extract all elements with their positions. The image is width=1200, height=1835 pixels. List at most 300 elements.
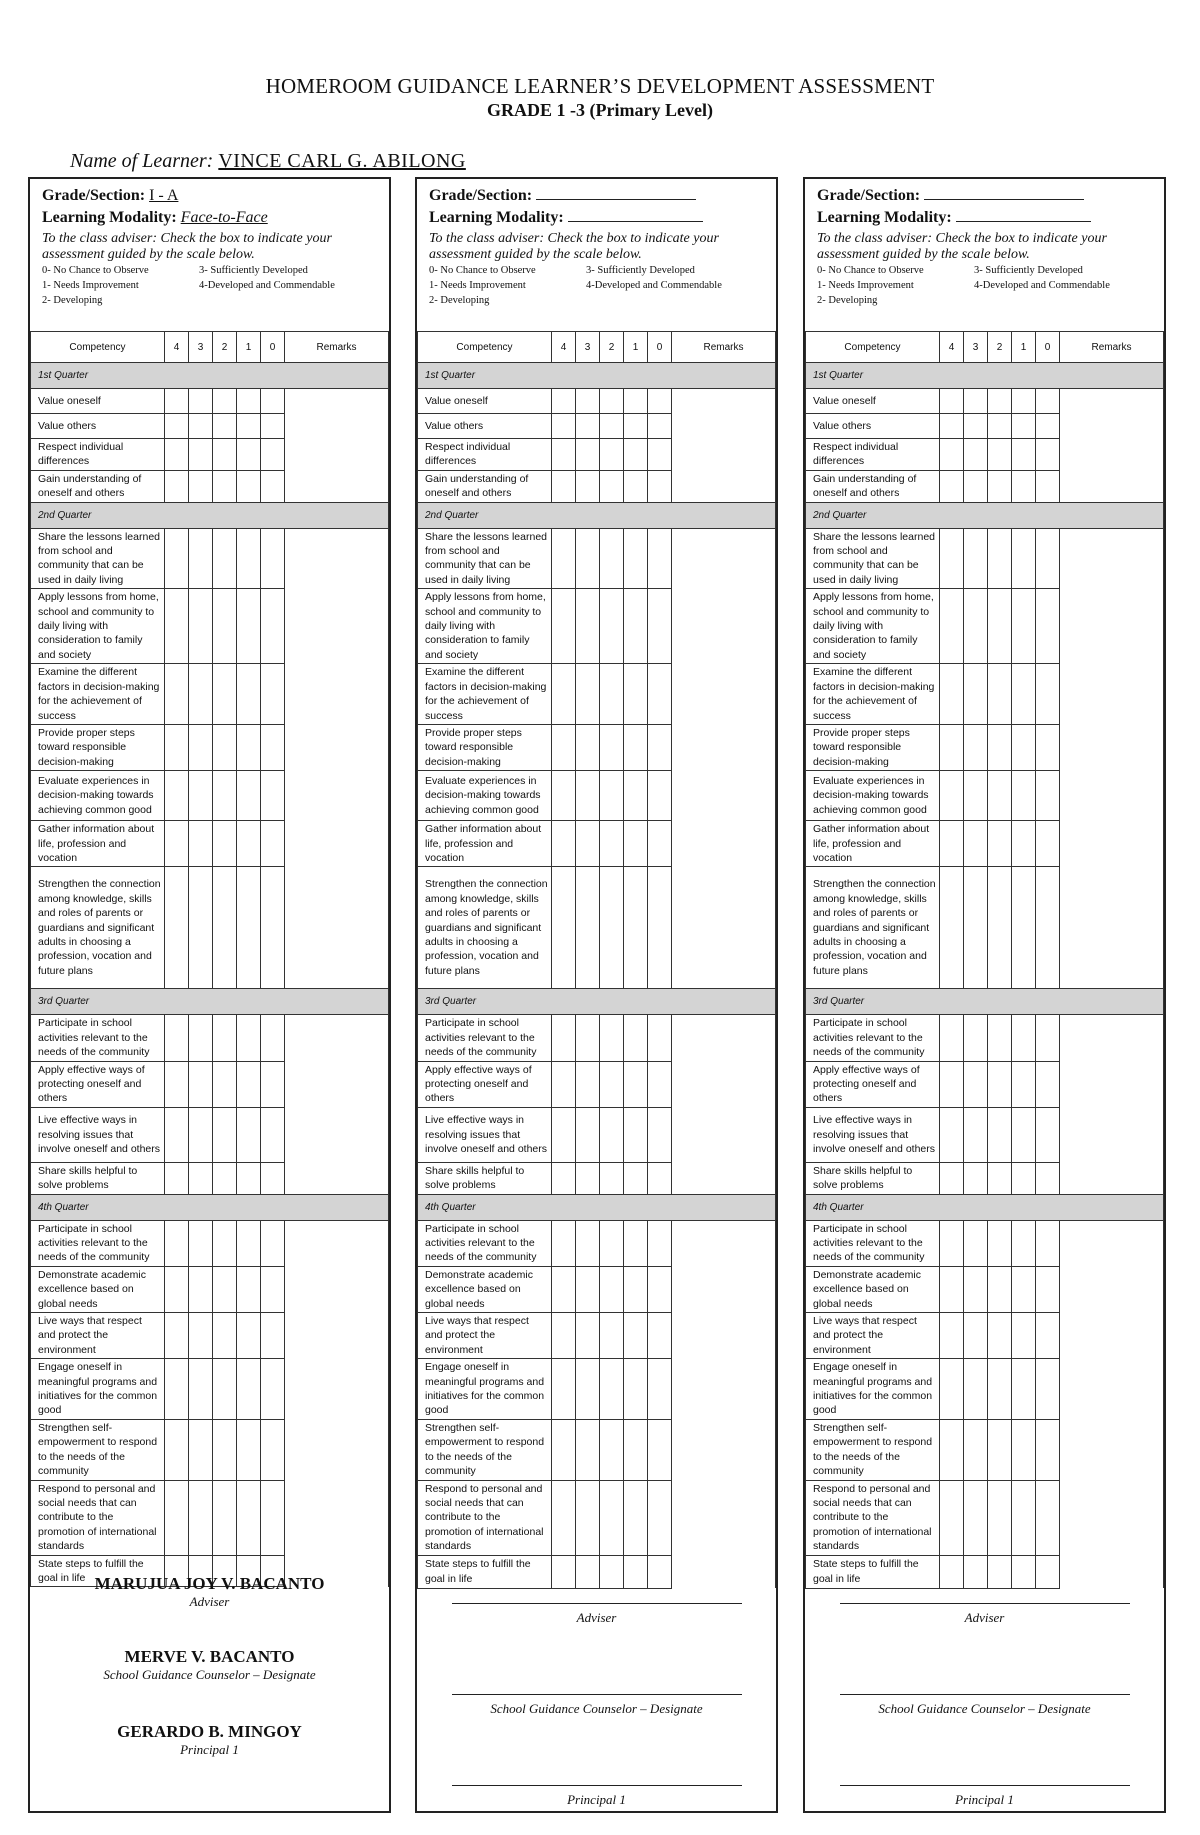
- rating-checkbox[interactable]: [189, 664, 213, 725]
- rating-checkbox[interactable]: [576, 821, 600, 867]
- rating-checkbox[interactable]: [189, 1220, 213, 1266]
- rating-checkbox[interactable]: [988, 1313, 1012, 1359]
- rating-checkbox[interactable]: [648, 1015, 672, 1061]
- rating-checkbox[interactable]: [261, 1313, 285, 1359]
- rating-checkbox[interactable]: [648, 1266, 672, 1312]
- rating-checkbox[interactable]: [237, 664, 261, 725]
- rating-checkbox[interactable]: [261, 1419, 285, 1480]
- rating-checkbox[interactable]: [1036, 867, 1060, 989]
- rating-checkbox[interactable]: [964, 664, 988, 725]
- rating-checkbox[interactable]: [576, 1419, 600, 1480]
- rating-checkbox[interactable]: [988, 589, 1012, 664]
- rating-checkbox[interactable]: [237, 867, 261, 989]
- rating-checkbox[interactable]: [552, 1266, 576, 1312]
- rating-checkbox[interactable]: [1012, 1313, 1036, 1359]
- rating-checkbox[interactable]: [261, 771, 285, 821]
- rating-checkbox[interactable]: [165, 1359, 189, 1420]
- rating-checkbox[interactable]: [600, 1107, 624, 1162]
- rating-checkbox[interactable]: [165, 664, 189, 725]
- rating-checkbox[interactable]: [189, 1480, 213, 1555]
- signature-line[interactable]: [840, 1603, 1130, 1604]
- rating-checkbox[interactable]: [1012, 439, 1036, 471]
- rating-checkbox[interactable]: [576, 1015, 600, 1061]
- rating-checkbox[interactable]: [552, 867, 576, 989]
- rating-checkbox[interactable]: [576, 389, 600, 414]
- rating-checkbox[interactable]: [261, 470, 285, 502]
- rating-checkbox[interactable]: [213, 821, 237, 867]
- rating-checkbox[interactable]: [964, 1220, 988, 1266]
- rating-checkbox[interactable]: [964, 439, 988, 471]
- rating-checkbox[interactable]: [189, 724, 213, 770]
- rating-checkbox[interactable]: [213, 1107, 237, 1162]
- rating-checkbox[interactable]: [940, 439, 964, 471]
- rating-checkbox[interactable]: [648, 821, 672, 867]
- rating-checkbox[interactable]: [600, 1266, 624, 1312]
- rating-checkbox[interactable]: [552, 1015, 576, 1061]
- rating-checkbox[interactable]: [1012, 1555, 1036, 1588]
- rating-checkbox[interactable]: [189, 470, 213, 502]
- rating-checkbox[interactable]: [648, 1359, 672, 1420]
- rating-checkbox[interactable]: [1012, 664, 1036, 725]
- rating-checkbox[interactable]: [165, 1313, 189, 1359]
- rating-checkbox[interactable]: [165, 414, 189, 439]
- modality-value[interactable]: Face-to-Face: [180, 209, 268, 226]
- rating-checkbox[interactable]: [1012, 821, 1036, 867]
- rating-checkbox[interactable]: [1036, 1162, 1060, 1194]
- grade-section-value[interactable]: I - A: [149, 187, 179, 204]
- rating-checkbox[interactable]: [165, 867, 189, 989]
- rating-checkbox[interactable]: [189, 771, 213, 821]
- rating-checkbox[interactable]: [964, 1266, 988, 1312]
- rating-checkbox[interactable]: [648, 439, 672, 471]
- rating-checkbox[interactable]: [552, 1419, 576, 1480]
- rating-checkbox[interactable]: [1036, 1266, 1060, 1312]
- rating-checkbox[interactable]: [552, 589, 576, 664]
- rating-checkbox[interactable]: [600, 867, 624, 989]
- rating-checkbox[interactable]: [576, 1162, 600, 1194]
- rating-checkbox[interactable]: [1036, 1061, 1060, 1107]
- rating-checkbox[interactable]: [261, 1015, 285, 1061]
- rating-checkbox[interactable]: [1012, 1061, 1036, 1107]
- rating-checkbox[interactable]: [552, 1162, 576, 1194]
- rating-checkbox[interactable]: [600, 1061, 624, 1107]
- rating-checkbox[interactable]: [1036, 1220, 1060, 1266]
- signature-line[interactable]: [840, 1785, 1130, 1786]
- rating-checkbox[interactable]: [552, 414, 576, 439]
- rating-checkbox[interactable]: [552, 528, 576, 589]
- rating-checkbox[interactable]: [1036, 724, 1060, 770]
- rating-checkbox[interactable]: [213, 724, 237, 770]
- rating-checkbox[interactable]: [552, 1313, 576, 1359]
- rating-checkbox[interactable]: [576, 1359, 600, 1420]
- rating-checkbox[interactable]: [165, 1266, 189, 1312]
- rating-checkbox[interactable]: [988, 1359, 1012, 1420]
- rating-checkbox[interactable]: [1036, 1419, 1060, 1480]
- rating-checkbox[interactable]: [552, 724, 576, 770]
- rating-checkbox[interactable]: [1036, 414, 1060, 439]
- rating-checkbox[interactable]: [213, 1162, 237, 1194]
- rating-checkbox[interactable]: [165, 1015, 189, 1061]
- rating-checkbox[interactable]: [237, 1480, 261, 1555]
- rating-checkbox[interactable]: [213, 1313, 237, 1359]
- rating-checkbox[interactable]: [237, 1015, 261, 1061]
- rating-checkbox[interactable]: [189, 528, 213, 589]
- rating-checkbox[interactable]: [189, 1359, 213, 1420]
- rating-checkbox[interactable]: [600, 1480, 624, 1555]
- rating-checkbox[interactable]: [189, 1061, 213, 1107]
- rating-checkbox[interactable]: [213, 1419, 237, 1480]
- rating-checkbox[interactable]: [1036, 589, 1060, 664]
- remarks-cell[interactable]: [1060, 528, 1164, 989]
- rating-checkbox[interactable]: [600, 414, 624, 439]
- rating-checkbox[interactable]: [576, 1107, 600, 1162]
- rating-checkbox[interactable]: [600, 439, 624, 471]
- rating-checkbox[interactable]: [552, 1359, 576, 1420]
- rating-checkbox[interactable]: [648, 724, 672, 770]
- rating-checkbox[interactable]: [165, 389, 189, 414]
- rating-checkbox[interactable]: [576, 414, 600, 439]
- rating-checkbox[interactable]: [624, 389, 648, 414]
- rating-checkbox[interactable]: [988, 1015, 1012, 1061]
- rating-checkbox[interactable]: [213, 664, 237, 725]
- rating-checkbox[interactable]: [576, 771, 600, 821]
- rating-checkbox[interactable]: [237, 1313, 261, 1359]
- rating-checkbox[interactable]: [552, 1480, 576, 1555]
- rating-checkbox[interactable]: [600, 1015, 624, 1061]
- rating-checkbox[interactable]: [189, 1266, 213, 1312]
- rating-checkbox[interactable]: [624, 470, 648, 502]
- rating-checkbox[interactable]: [576, 439, 600, 471]
- rating-checkbox[interactable]: [213, 867, 237, 989]
- rating-checkbox[interactable]: [189, 1162, 213, 1194]
- rating-checkbox[interactable]: [624, 1220, 648, 1266]
- rating-checkbox[interactable]: [600, 821, 624, 867]
- rating-checkbox[interactable]: [940, 1359, 964, 1420]
- rating-checkbox[interactable]: [624, 439, 648, 471]
- rating-checkbox[interactable]: [1036, 470, 1060, 502]
- rating-checkbox[interactable]: [624, 664, 648, 725]
- rating-checkbox[interactable]: [648, 771, 672, 821]
- rating-checkbox[interactable]: [624, 1266, 648, 1312]
- rating-checkbox[interactable]: [1012, 389, 1036, 414]
- signature-line[interactable]: [452, 1603, 742, 1604]
- rating-checkbox[interactable]: [940, 1555, 964, 1588]
- rating-checkbox[interactable]: [237, 1419, 261, 1480]
- rating-checkbox[interactable]: [1036, 771, 1060, 821]
- rating-checkbox[interactable]: [213, 414, 237, 439]
- rating-checkbox[interactable]: [576, 724, 600, 770]
- rating-checkbox[interactable]: [189, 1015, 213, 1061]
- rating-checkbox[interactable]: [648, 1555, 672, 1588]
- rating-checkbox[interactable]: [165, 821, 189, 867]
- rating-checkbox[interactable]: [940, 821, 964, 867]
- remarks-cell[interactable]: [1060, 1220, 1164, 1588]
- rating-checkbox[interactable]: [988, 1266, 1012, 1312]
- rating-checkbox[interactable]: [1012, 1015, 1036, 1061]
- rating-checkbox[interactable]: [964, 1313, 988, 1359]
- rating-checkbox[interactable]: [237, 414, 261, 439]
- rating-checkbox[interactable]: [1036, 439, 1060, 471]
- remarks-cell[interactable]: [285, 1220, 389, 1587]
- rating-checkbox[interactable]: [600, 1162, 624, 1194]
- grade-section-blank[interactable]: [536, 185, 696, 200]
- rating-checkbox[interactable]: [624, 724, 648, 770]
- rating-checkbox[interactable]: [1012, 470, 1036, 502]
- modality-blank[interactable]: [956, 207, 1091, 222]
- rating-checkbox[interactable]: [1012, 867, 1036, 989]
- rating-checkbox[interactable]: [624, 1480, 648, 1555]
- rating-checkbox[interactable]: [624, 771, 648, 821]
- rating-checkbox[interactable]: [940, 528, 964, 589]
- rating-checkbox[interactable]: [1012, 724, 1036, 770]
- rating-checkbox[interactable]: [237, 1266, 261, 1312]
- rating-checkbox[interactable]: [237, 589, 261, 664]
- rating-checkbox[interactable]: [648, 1061, 672, 1107]
- rating-checkbox[interactable]: [648, 414, 672, 439]
- rating-checkbox[interactable]: [964, 1162, 988, 1194]
- rating-checkbox[interactable]: [165, 724, 189, 770]
- rating-checkbox[interactable]: [624, 1419, 648, 1480]
- rating-checkbox[interactable]: [624, 1359, 648, 1420]
- rating-checkbox[interactable]: [964, 1061, 988, 1107]
- rating-checkbox[interactable]: [988, 414, 1012, 439]
- rating-checkbox[interactable]: [165, 589, 189, 664]
- rating-checkbox[interactable]: [261, 1162, 285, 1194]
- remarks-cell[interactable]: [285, 528, 389, 989]
- rating-checkbox[interactable]: [261, 389, 285, 414]
- rating-checkbox[interactable]: [600, 1419, 624, 1480]
- rating-checkbox[interactable]: [213, 1359, 237, 1420]
- rating-checkbox[interactable]: [964, 1555, 988, 1588]
- rating-checkbox[interactable]: [940, 1480, 964, 1555]
- rating-checkbox[interactable]: [576, 867, 600, 989]
- rating-checkbox[interactable]: [213, 528, 237, 589]
- rating-checkbox[interactable]: [261, 1359, 285, 1420]
- rating-checkbox[interactable]: [600, 1313, 624, 1359]
- remarks-cell[interactable]: [285, 389, 389, 503]
- rating-checkbox[interactable]: [552, 821, 576, 867]
- rating-checkbox[interactable]: [213, 589, 237, 664]
- rating-checkbox[interactable]: [261, 1480, 285, 1555]
- rating-checkbox[interactable]: [648, 389, 672, 414]
- rating-checkbox[interactable]: [576, 1313, 600, 1359]
- rating-checkbox[interactable]: [648, 664, 672, 725]
- rating-checkbox[interactable]: [624, 414, 648, 439]
- rating-checkbox[interactable]: [988, 771, 1012, 821]
- rating-checkbox[interactable]: [189, 439, 213, 471]
- rating-checkbox[interactable]: [165, 528, 189, 589]
- rating-checkbox[interactable]: [964, 389, 988, 414]
- rating-checkbox[interactable]: [1036, 1359, 1060, 1420]
- rating-checkbox[interactable]: [624, 1107, 648, 1162]
- rating-checkbox[interactable]: [600, 771, 624, 821]
- rating-checkbox[interactable]: [624, 867, 648, 989]
- rating-checkbox[interactable]: [940, 1015, 964, 1061]
- signature-line[interactable]: [452, 1785, 742, 1786]
- rating-checkbox[interactable]: [988, 389, 1012, 414]
- rating-checkbox[interactable]: [648, 867, 672, 989]
- rating-checkbox[interactable]: [624, 1061, 648, 1107]
- rating-checkbox[interactable]: [600, 1555, 624, 1588]
- rating-checkbox[interactable]: [552, 470, 576, 502]
- rating-checkbox[interactable]: [237, 470, 261, 502]
- rating-checkbox[interactable]: [1036, 821, 1060, 867]
- rating-checkbox[interactable]: [165, 439, 189, 471]
- rating-checkbox[interactable]: [988, 867, 1012, 989]
- rating-checkbox[interactable]: [964, 724, 988, 770]
- rating-checkbox[interactable]: [600, 724, 624, 770]
- rating-checkbox[interactable]: [964, 1107, 988, 1162]
- rating-checkbox[interactable]: [576, 1480, 600, 1555]
- rating-checkbox[interactable]: [552, 1061, 576, 1107]
- rating-checkbox[interactable]: [213, 1061, 237, 1107]
- rating-checkbox[interactable]: [988, 664, 1012, 725]
- rating-checkbox[interactable]: [213, 439, 237, 471]
- rating-checkbox[interactable]: [940, 1266, 964, 1312]
- rating-checkbox[interactable]: [261, 439, 285, 471]
- remarks-cell[interactable]: [672, 389, 776, 503]
- rating-checkbox[interactable]: [261, 821, 285, 867]
- rating-checkbox[interactable]: [648, 1419, 672, 1480]
- rating-checkbox[interactable]: [261, 724, 285, 770]
- rating-checkbox[interactable]: [988, 821, 1012, 867]
- rating-checkbox[interactable]: [576, 1220, 600, 1266]
- rating-checkbox[interactable]: [964, 867, 988, 989]
- rating-checkbox[interactable]: [189, 589, 213, 664]
- rating-checkbox[interactable]: [988, 1480, 1012, 1555]
- rating-checkbox[interactable]: [1012, 1359, 1036, 1420]
- rating-checkbox[interactable]: [988, 1107, 1012, 1162]
- rating-checkbox[interactable]: [237, 1359, 261, 1420]
- rating-checkbox[interactable]: [261, 1266, 285, 1312]
- remarks-cell[interactable]: [1060, 389, 1164, 503]
- rating-checkbox[interactable]: [165, 771, 189, 821]
- rating-checkbox[interactable]: [1036, 1555, 1060, 1588]
- rating-checkbox[interactable]: [940, 589, 964, 664]
- signature-line[interactable]: [840, 1694, 1130, 1695]
- rating-checkbox[interactable]: [988, 1555, 1012, 1588]
- rating-checkbox[interactable]: [940, 1220, 964, 1266]
- rating-checkbox[interactable]: [600, 389, 624, 414]
- rating-checkbox[interactable]: [648, 589, 672, 664]
- rating-checkbox[interactable]: [237, 1061, 261, 1107]
- rating-checkbox[interactable]: [213, 389, 237, 414]
- rating-checkbox[interactable]: [261, 867, 285, 989]
- rating-checkbox[interactable]: [576, 528, 600, 589]
- rating-checkbox[interactable]: [964, 589, 988, 664]
- rating-checkbox[interactable]: [213, 1220, 237, 1266]
- remarks-cell[interactable]: [672, 528, 776, 989]
- rating-checkbox[interactable]: [213, 1015, 237, 1061]
- rating-checkbox[interactable]: [600, 664, 624, 725]
- rating-checkbox[interactable]: [237, 821, 261, 867]
- rating-checkbox[interactable]: [648, 1480, 672, 1555]
- rating-checkbox[interactable]: [940, 470, 964, 502]
- rating-checkbox[interactable]: [261, 528, 285, 589]
- rating-checkbox[interactable]: [552, 1107, 576, 1162]
- rating-checkbox[interactable]: [1012, 414, 1036, 439]
- rating-checkbox[interactable]: [600, 589, 624, 664]
- rating-checkbox[interactable]: [988, 528, 1012, 589]
- rating-checkbox[interactable]: [988, 1061, 1012, 1107]
- rating-checkbox[interactable]: [600, 1220, 624, 1266]
- rating-checkbox[interactable]: [576, 664, 600, 725]
- signature-line[interactable]: [452, 1694, 742, 1695]
- rating-checkbox[interactable]: [552, 664, 576, 725]
- rating-checkbox[interactable]: [940, 389, 964, 414]
- rating-checkbox[interactable]: [1012, 589, 1036, 664]
- rating-checkbox[interactable]: [600, 470, 624, 502]
- rating-checkbox[interactable]: [964, 1015, 988, 1061]
- rating-checkbox[interactable]: [1012, 1162, 1036, 1194]
- rating-checkbox[interactable]: [189, 1107, 213, 1162]
- rating-checkbox[interactable]: [237, 528, 261, 589]
- remarks-cell[interactable]: [672, 1220, 776, 1588]
- rating-checkbox[interactable]: [624, 528, 648, 589]
- rating-checkbox[interactable]: [648, 528, 672, 589]
- rating-checkbox[interactable]: [1012, 771, 1036, 821]
- rating-checkbox[interactable]: [964, 1480, 988, 1555]
- rating-checkbox[interactable]: [964, 528, 988, 589]
- rating-checkbox[interactable]: [940, 724, 964, 770]
- rating-checkbox[interactable]: [237, 389, 261, 414]
- rating-checkbox[interactable]: [261, 664, 285, 725]
- rating-checkbox[interactable]: [1036, 1015, 1060, 1061]
- rating-checkbox[interactable]: [1012, 1107, 1036, 1162]
- rating-checkbox[interactable]: [1012, 1266, 1036, 1312]
- rating-checkbox[interactable]: [165, 1107, 189, 1162]
- rating-checkbox[interactable]: [576, 1555, 600, 1588]
- rating-checkbox[interactable]: [165, 1419, 189, 1480]
- rating-checkbox[interactable]: [1012, 1480, 1036, 1555]
- rating-checkbox[interactable]: [988, 1419, 1012, 1480]
- rating-checkbox[interactable]: [261, 1220, 285, 1266]
- rating-checkbox[interactable]: [189, 1313, 213, 1359]
- rating-checkbox[interactable]: [261, 1107, 285, 1162]
- rating-checkbox[interactable]: [648, 1162, 672, 1194]
- rating-checkbox[interactable]: [552, 771, 576, 821]
- rating-checkbox[interactable]: [189, 414, 213, 439]
- rating-checkbox[interactable]: [576, 1061, 600, 1107]
- rating-checkbox[interactable]: [648, 1220, 672, 1266]
- rating-checkbox[interactable]: [576, 470, 600, 502]
- rating-checkbox[interactable]: [189, 867, 213, 989]
- rating-checkbox[interactable]: [940, 664, 964, 725]
- rating-checkbox[interactable]: [237, 1220, 261, 1266]
- rating-checkbox[interactable]: [988, 724, 1012, 770]
- modality-blank[interactable]: [568, 207, 703, 222]
- rating-checkbox[interactable]: [940, 414, 964, 439]
- rating-checkbox[interactable]: [237, 1162, 261, 1194]
- rating-checkbox[interactable]: [261, 414, 285, 439]
- rating-checkbox[interactable]: [940, 771, 964, 821]
- rating-checkbox[interactable]: [940, 1061, 964, 1107]
- rating-checkbox[interactable]: [552, 1555, 576, 1588]
- rating-checkbox[interactable]: [1036, 1107, 1060, 1162]
- rating-checkbox[interactable]: [189, 389, 213, 414]
- rating-checkbox[interactable]: [213, 771, 237, 821]
- rating-checkbox[interactable]: [648, 1107, 672, 1162]
- rating-checkbox[interactable]: [213, 470, 237, 502]
- rating-checkbox[interactable]: [213, 1480, 237, 1555]
- rating-checkbox[interactable]: [648, 1313, 672, 1359]
- rating-checkbox[interactable]: [624, 1162, 648, 1194]
- rating-checkbox[interactable]: [165, 1480, 189, 1555]
- rating-checkbox[interactable]: [648, 470, 672, 502]
- rating-checkbox[interactable]: [988, 439, 1012, 471]
- rating-checkbox[interactable]: [576, 1266, 600, 1312]
- rating-checkbox[interactable]: [576, 589, 600, 664]
